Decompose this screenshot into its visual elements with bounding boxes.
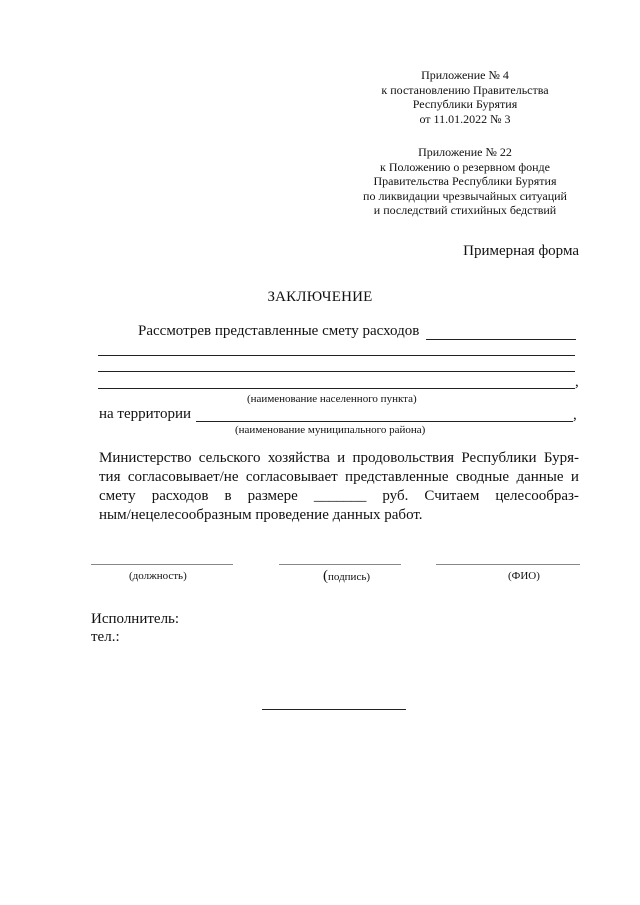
position-signature-line[interactable] — [91, 564, 233, 565]
ministry-conclusion-paragraph — [99, 449, 579, 525]
review-lead-text: Рассмотрев представленные смету расходов — [138, 323, 420, 339]
paragraph-word: и — [570, 469, 579, 485]
paragraph-word: Буря- — [543, 450, 579, 466]
executor-phone-label: тел.: — [91, 629, 120, 645]
name-signature-line[interactable] — [436, 564, 580, 565]
paragraph-word: целесообраз- — [495, 488, 579, 504]
paragraph-word: Республики — [461, 450, 537, 466]
appendix-22-line: и последствий стихийных бедствий — [373, 203, 557, 217]
settlement-blank-line[interactable] — [98, 388, 575, 389]
appendix-22-line: по ликвидации чрезвычайных ситуаций — [363, 188, 567, 203]
amount-blank-part: _____ — [328, 488, 367, 504]
estimate-blank-line[interactable] — [426, 339, 576, 340]
appendix-4-line: Приложение № 4 — [421, 68, 509, 82]
paragraph-word: хозяйства — [267, 450, 330, 466]
appendix-22-line: Приложение № 22 — [418, 145, 512, 159]
paragraph-word: сельского — [198, 450, 261, 466]
paragraph-line — [99, 487, 579, 506]
paragraph-word: смету — [99, 488, 136, 504]
paragraph-line — [99, 506, 579, 525]
paragraph-word: сводные — [455, 469, 510, 485]
paragraph-word: тия — [99, 469, 121, 485]
paragraph-word: расходов — [151, 488, 209, 504]
paragraph-word: Министерство — [99, 450, 192, 466]
paragraph-line — [99, 449, 579, 468]
appendix-4-header — [340, 68, 590, 126]
position-caption: (должность) — [129, 570, 187, 582]
estimate-blank-line[interactable] — [98, 371, 575, 372]
form-type-label: Примерная форма — [463, 243, 579, 259]
paragraph-word: размере — [247, 488, 298, 504]
paragraph-last-line: ным/нецелесообразным проведение данных работ. — [99, 507, 423, 523]
paragraph-word: продовольствия — [352, 450, 455, 466]
appendix-4-line: от 11.01.2022 № 3 — [419, 111, 511, 126]
paragraph-word: и — [337, 450, 346, 466]
signature-line[interactable] — [279, 564, 401, 565]
bottom-separator-line — [262, 709, 406, 710]
signature-caption — [323, 567, 370, 585]
appendix-4-line: к постановлению Правительства — [381, 82, 549, 97]
paragraph-word: Считаем — [424, 488, 480, 504]
amount-blank-part: __ — [313, 488, 329, 504]
document-title: ЗАКЛЮЧЕНИЕ — [267, 289, 373, 305]
settlement-caption: (наименование населенного пункта) — [247, 393, 417, 405]
amount-blank[interactable] — [314, 487, 367, 506]
appendix-4-line: Республики Бурятия — [412, 97, 518, 111]
district-caption: (наименование муниципального района) — [235, 424, 426, 436]
signature-caption-text: подпись) — [328, 571, 371, 583]
paragraph-word: руб. — [382, 488, 409, 504]
appendix-22-header — [340, 145, 590, 218]
paragraph-word: в — [224, 488, 232, 504]
territory-comma: , — [573, 407, 577, 423]
signature-caption-paren: ( — [323, 568, 328, 584]
estimate-blank-line[interactable] — [98, 355, 575, 356]
territory-label: на территории — [99, 406, 192, 422]
paragraph-word: согласовывает/не — [127, 469, 239, 485]
name-caption: (ФИО) — [508, 570, 540, 582]
paragraph-word: представленные — [345, 469, 449, 485]
appendix-22-line: к Положению о резервном фонде — [380, 159, 550, 174]
paragraph-line — [99, 468, 579, 487]
paragraph-word: согласовывает — [245, 469, 338, 485]
appendix-22-line: Правительства Республики Бурятия — [373, 174, 557, 188]
paragraph-word: данные — [516, 469, 564, 485]
settlement-comma: , — [575, 374, 579, 390]
district-blank-line[interactable] — [196, 421, 573, 422]
executor-label: Исполнитель: — [91, 611, 180, 627]
